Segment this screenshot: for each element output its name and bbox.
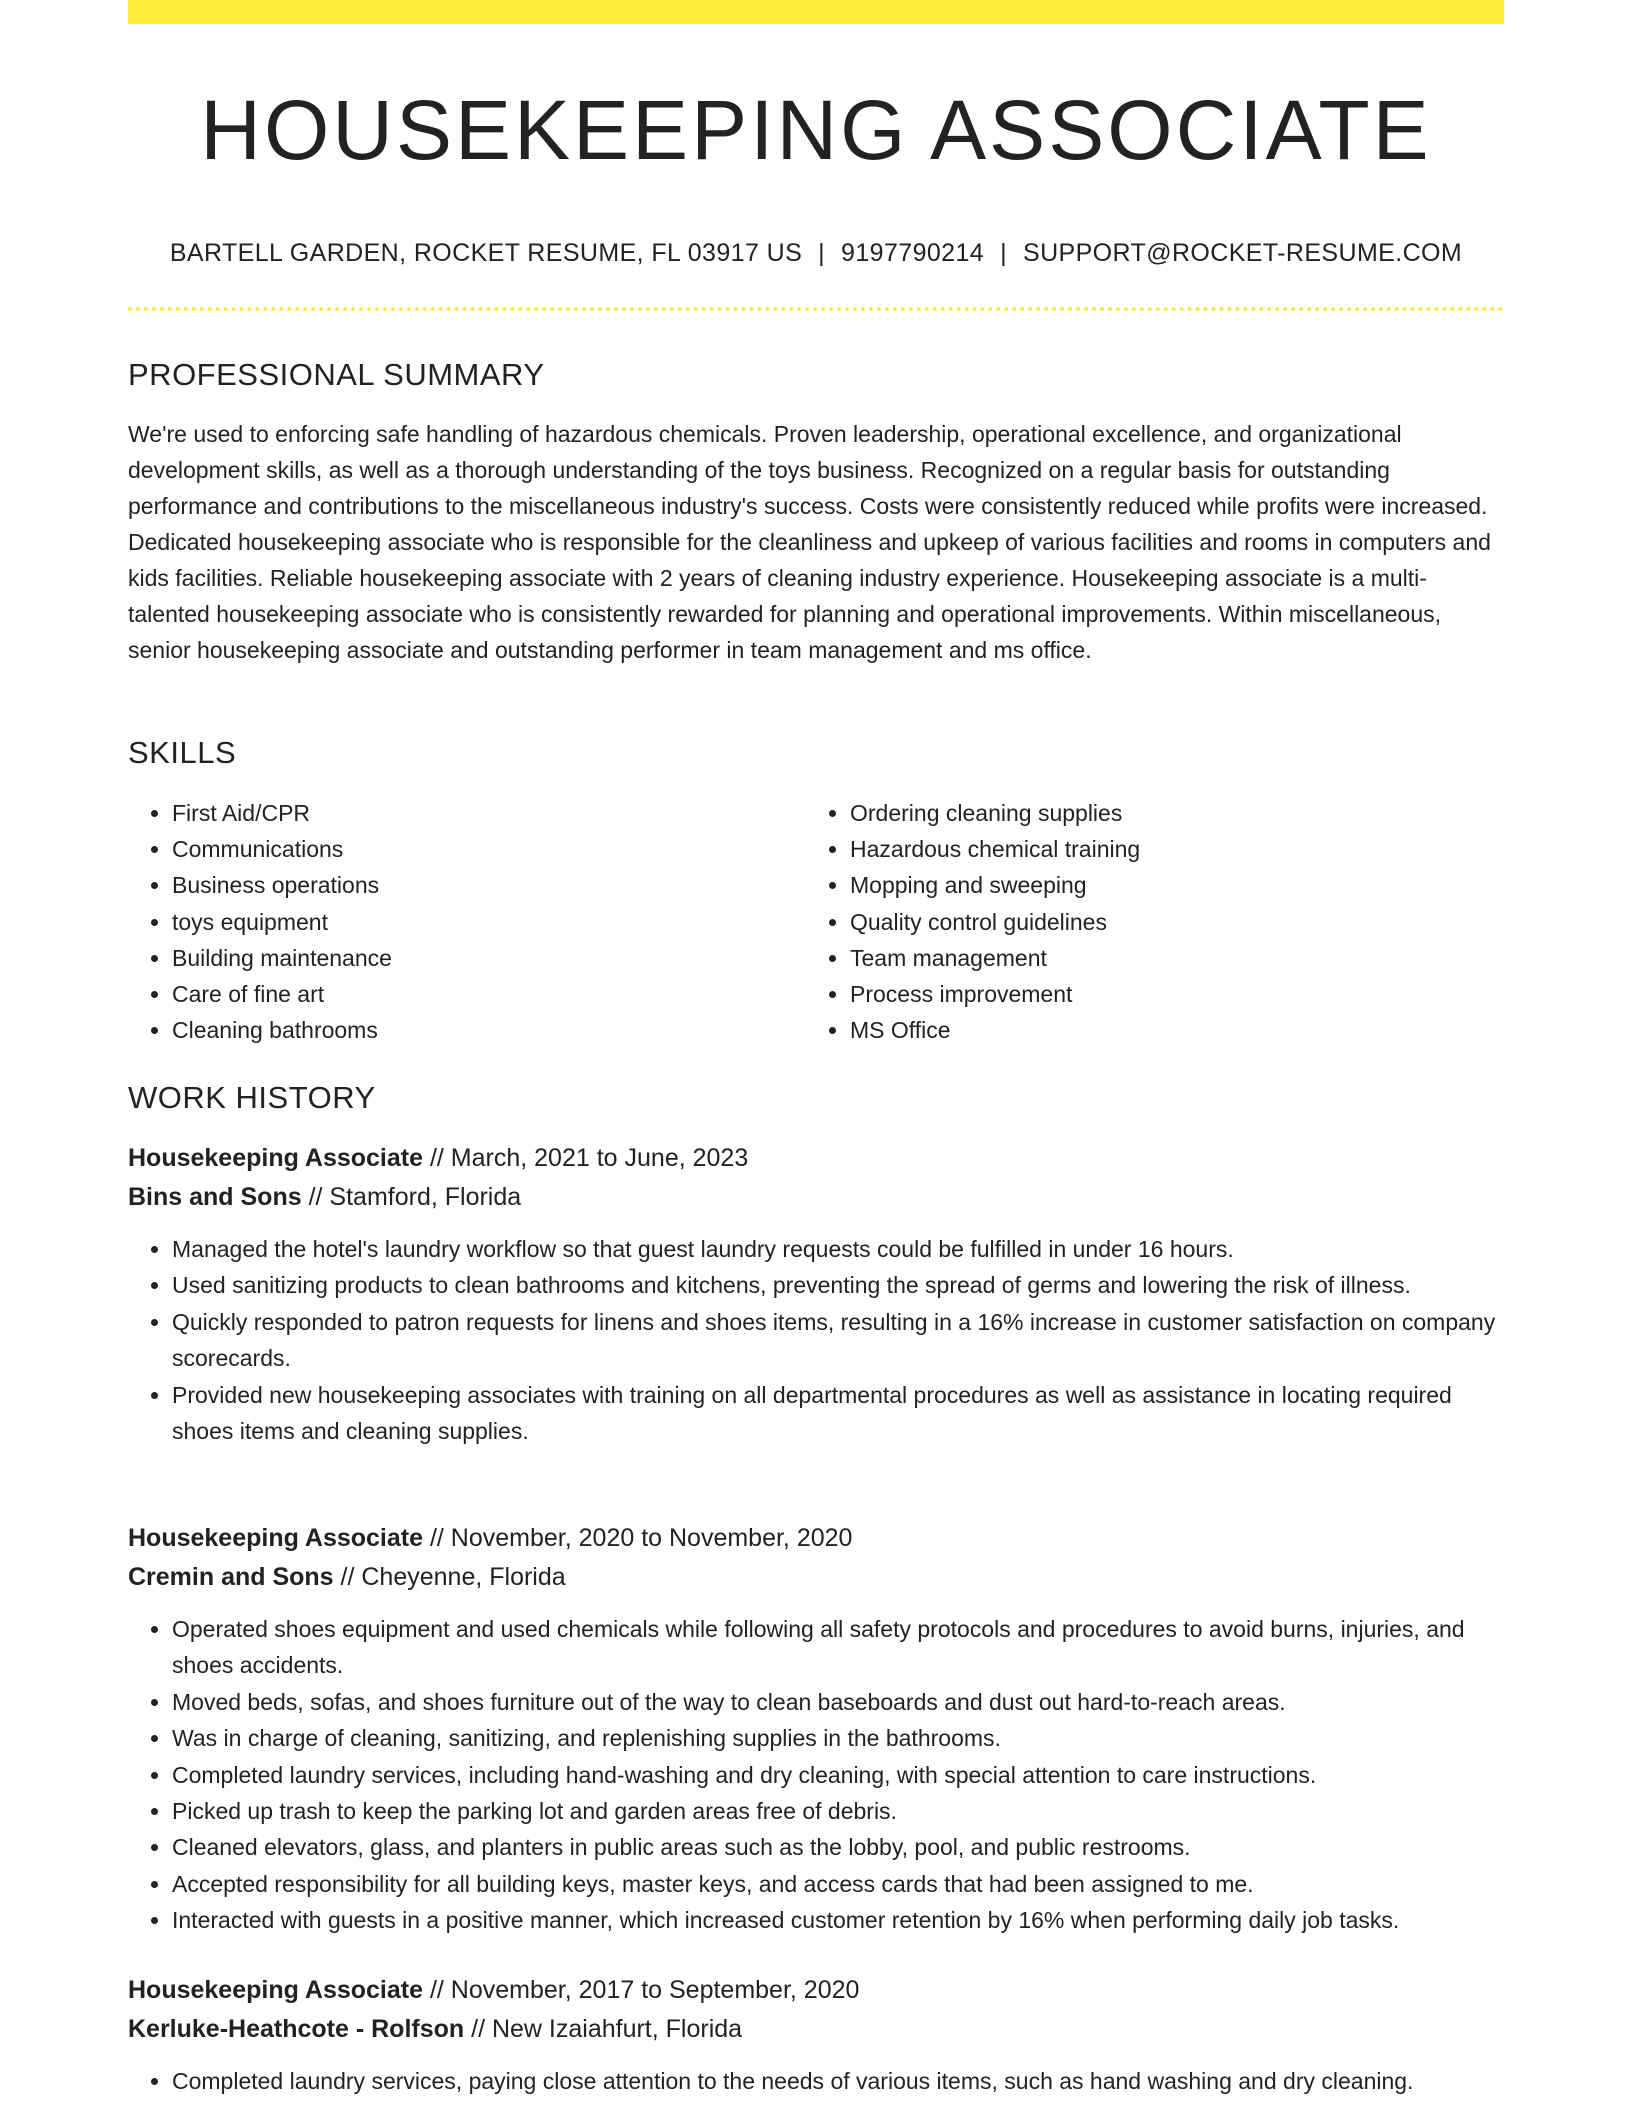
job-title-line <box>128 1139 1504 1178</box>
job-role: Housekeeping Associate <box>128 1976 424 2004</box>
job-bullet: • Picked up trash to keep the parking lot and garden areas free of debris. <box>172 1793 1504 1829</box>
job-company-line <box>128 1178 1504 1217</box>
skill-item: • Cleaning bathrooms <box>172 1012 392 1048</box>
work-history-heading: WORK HISTORY <box>128 1080 376 1115</box>
contact-address: BARTELL GARDEN, ROCKET RESUME, FL 03917 US <box>169 239 803 267</box>
job-bullets <box>128 1231 1504 1449</box>
skill-item: • MS Office <box>850 1012 1140 1048</box>
skill-item: • Quality control guidelines <box>850 904 1140 940</box>
job-entry <box>128 1139 1504 1449</box>
job-title-line <box>128 1519 1504 1558</box>
skill-item: • Building maintenance <box>172 940 392 976</box>
job-company-line <box>128 1558 1504 1597</box>
job-role: Housekeeping Associate <box>128 1524 424 1552</box>
job-bullet: • Moved beds, sofas, and shoes furniture out of the way to clean baseboards and dust out hard-to-reach areas. <box>172 1684 1504 1720</box>
skill-item: • Communications <box>172 831 392 867</box>
job-bullet: • Accepted responsibility for all building keys, master keys, and access cards that had been assigned to me. <box>172 1866 1504 1902</box>
job-bullet: • Was in charge of cleaning, sanitizing, and replenishing supplies in the bathrooms. <box>172 1720 1504 1756</box>
contact-email: SUPPORT@ROCKET-RESUME.COM <box>1023 239 1463 267</box>
summary-text: We're used to enforcing safe handling of hazardous chemicals. Proven leadership, operational excellence, and organizational development skills, as well as a thorough understanding of the toys business. Recognized on a regular basis for outstanding performance and contributions to the miscellaneous industry's success. Costs were consistently reduced while profits were increased. Dedicated housekeeping associate who is responsible for the cleanliness and upkeep of various facilities and rooms in computers and kids facilities. Reliable housekeeping associate with 2 years of cleaning industry experience. Housekeeping associate is a multi-talented housekeeping associate who is consistently rewarded for planning and operational improvements. Within miscellaneous, senior housekeeping associate and outstanding performer in team management and ms office. <box>128 421 1491 663</box>
job-location: // New Izaiahfurt, Florida <box>464 2015 743 2043</box>
skill-item: • Process improvement <box>850 976 1140 1012</box>
skill-item: • Mopping and sweeping <box>850 867 1140 903</box>
job-bullets <box>128 1611 1504 1939</box>
job-dates: // November, 2017 to September, 2020 <box>423 1976 860 2004</box>
job-location: // Cheyenne, Florida <box>333 1563 566 1591</box>
job-entry <box>128 1971 1504 2099</box>
job-bullet: • Cleaned elevators, glass, and planters in public areas such as the lobby, pool, and public restrooms. <box>172 1829 1504 1865</box>
skills-heading: SKILLS <box>128 735 237 770</box>
header-divider <box>128 307 1504 311</box>
contact-phone: 9197790214 <box>841 239 985 267</box>
job-title-line <box>128 1971 1504 2010</box>
skill-item: • Hazardous chemical training <box>850 831 1140 867</box>
accent-bar <box>128 0 1504 24</box>
job-company: Bins and Sons <box>128 1183 302 1211</box>
job-dates: // November, 2020 to November, 2020 <box>423 1524 853 1552</box>
job-location: // Stamford, Florida <box>301 1183 522 1211</box>
job-company: Cremin and Sons <box>128 1563 334 1591</box>
job-bullet: • Operated shoes equipment and used chemicals while following all safety protocols and procedures to avoid burns, injuries, and shoes accidents. <box>172 1611 1504 1684</box>
job-bullet: • Completed laundry services, including hand-washing and dry cleaning, with special attention to care instructions. <box>172 1757 1504 1793</box>
job-bullets <box>128 2063 1504 2099</box>
job-bullet: • Completed laundry services, paying close attention to the needs of various items, such as hand washing and dry cleaning. <box>172 2063 1504 2099</box>
job-role: Housekeeping Associate <box>128 1144 424 1172</box>
skills-column-right <box>806 795 1140 1048</box>
contact-separator: | <box>1000 239 1007 267</box>
job-bullet: • Interacted with guests in a positive manner, which increased customer retention by 16% when performing daily job tasks. <box>172 1902 1504 1938</box>
skill-item: • toys equipment <box>172 904 392 940</box>
skill-item: • Ordering cleaning supplies <box>850 795 1140 831</box>
job-entry <box>128 1519 1504 1939</box>
skill-item: • Team management <box>850 940 1140 976</box>
job-bullet: • Quickly responded to patron requests for linens and shoes items, resulting in a 16% increase in customer satisfaction on company scorecards. <box>172 1304 1504 1377</box>
contact-line <box>128 236 1504 270</box>
contact-separator: | <box>818 239 826 267</box>
job-bullet: • Provided new housekeeping associates with training on all departmental procedures as well as assistance in locating required shoes items and cleaning supplies. <box>172 1377 1504 1450</box>
job-dates: // March, 2021 to June, 2023 <box>423 1144 749 1172</box>
skill-item: • First Aid/CPR <box>172 795 392 831</box>
job-bullet: • Used sanitizing products to clean bathrooms and kitchens, preventing the spread of germs and lowering the risk of illness. <box>172 1267 1504 1303</box>
resume-name: HOUSEKEEPING ASSOCIATE <box>200 83 1432 177</box>
job-bullet: • Managed the hotel's laundry workflow so that guest laundry requests could be fulfilled in under 16 hours. <box>172 1231 1504 1267</box>
skills-column-left <box>128 795 392 1048</box>
skill-item: • Business operations <box>172 867 392 903</box>
job-company: Kerluke-Heathcote - Rolfson <box>128 2015 465 2043</box>
job-company-line <box>128 2010 1504 2049</box>
skill-item: • Care of fine art <box>172 976 392 1012</box>
summary-heading: PROFESSIONAL SUMMARY <box>128 357 545 392</box>
